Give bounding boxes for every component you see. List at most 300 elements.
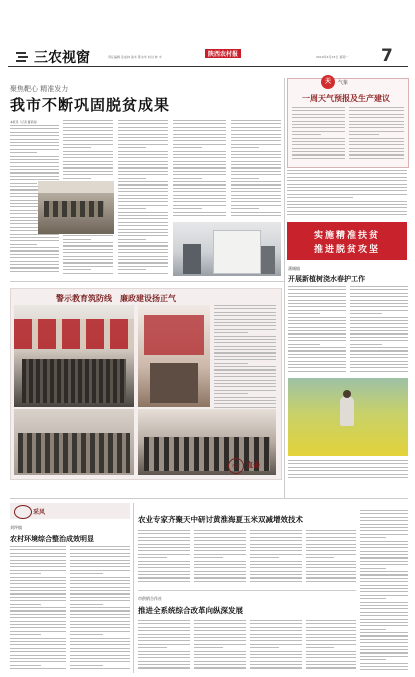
text-line — [250, 561, 302, 562]
text-line — [173, 130, 226, 131]
text-line — [10, 665, 41, 666]
text-line — [10, 614, 66, 615]
text-line — [70, 600, 130, 601]
text-line — [214, 407, 276, 408]
text-line — [360, 602, 408, 603]
divider-upper — [10, 281, 285, 282]
text-line — [118, 178, 146, 179]
text-line — [231, 147, 259, 148]
country-column-2 — [70, 546, 130, 674]
text-line — [70, 631, 130, 632]
text-line — [118, 205, 168, 206]
text-line — [287, 184, 407, 185]
text-line — [306, 540, 356, 541]
text-line — [214, 369, 276, 370]
text-line — [231, 171, 281, 172]
text-line — [287, 211, 407, 212]
coop-column-2 — [194, 620, 246, 674]
text-line — [288, 289, 346, 290]
text-line — [10, 610, 66, 611]
spring-headline: 开展新植树浇水春护工作 — [288, 275, 365, 283]
text-line — [231, 198, 281, 199]
text-line — [360, 598, 386, 599]
text-line — [288, 296, 346, 297]
text-line — [70, 553, 130, 554]
text-line — [10, 607, 66, 608]
text-line — [360, 517, 408, 518]
text-line — [250, 623, 302, 624]
text-line — [360, 666, 408, 667]
text-line — [292, 138, 345, 139]
text-line — [10, 128, 59, 129]
text-line — [292, 134, 321, 135]
text-line — [287, 214, 407, 215]
text-line — [138, 647, 167, 648]
text-line — [10, 135, 59, 136]
weather-column-2 — [349, 107, 404, 163]
text-line — [10, 142, 59, 143]
text-line — [118, 259, 168, 260]
text-line — [360, 554, 408, 555]
text-line — [350, 317, 408, 318]
text-line — [63, 178, 91, 179]
text-line — [138, 540, 190, 541]
text-line — [288, 344, 320, 345]
text-line — [194, 577, 246, 578]
text-line — [306, 627, 356, 628]
text-line — [118, 167, 168, 168]
text-line — [214, 359, 276, 360]
text-line — [10, 156, 59, 157]
text-line — [173, 154, 226, 155]
experts-headline: 农业专家齐聚天中研讨黄淮海夏玉米双减增效技术 — [138, 515, 303, 524]
text-line — [118, 252, 168, 253]
text-line — [63, 252, 113, 253]
text-line — [138, 620, 190, 621]
text-line — [360, 608, 408, 609]
text-line — [63, 256, 113, 257]
text-line — [63, 245, 113, 246]
text-line — [288, 320, 346, 321]
text-line — [306, 623, 356, 624]
text-line — [360, 588, 408, 589]
text-line — [138, 544, 190, 545]
text-line — [306, 644, 356, 645]
text-line — [214, 332, 248, 333]
text-line — [173, 201, 226, 202]
text-line — [231, 174, 281, 175]
text-line — [138, 664, 190, 665]
text-line — [231, 120, 281, 121]
text-line — [138, 561, 190, 562]
text-line — [118, 171, 168, 172]
text-line — [194, 627, 246, 628]
text-line — [118, 181, 168, 182]
text-line — [350, 347, 408, 348]
text-line — [360, 527, 408, 528]
text-line — [360, 530, 408, 531]
text-line — [194, 664, 246, 665]
text-line — [194, 537, 246, 538]
text-line — [214, 339, 276, 340]
text-line — [118, 249, 168, 250]
text-line — [306, 581, 356, 582]
text-line — [173, 161, 226, 162]
text-line — [214, 383, 276, 384]
text-line — [287, 207, 407, 208]
text-line — [63, 147, 91, 148]
weather-badge-label: 气象 — [338, 80, 349, 86]
text-line — [118, 161, 168, 162]
text-line — [349, 124, 404, 125]
text-line — [214, 319, 276, 320]
text-line — [306, 620, 356, 621]
text-line — [350, 296, 408, 297]
text-line — [173, 171, 226, 172]
text-line — [287, 170, 407, 171]
text-line — [360, 578, 408, 579]
text-line — [10, 648, 66, 649]
text-line — [360, 547, 408, 548]
text-line — [360, 605, 408, 606]
text-line — [288, 340, 346, 341]
lead-photo-classroom — [38, 181, 114, 234]
text-line — [138, 637, 190, 638]
text-line — [250, 557, 279, 558]
text-line — [292, 110, 345, 111]
text-line — [194, 567, 246, 568]
experts-column-5 — [360, 510, 408, 674]
weather-headline: 一周天气预报及生产建议 — [302, 94, 390, 103]
text-line — [10, 132, 59, 133]
text-line — [288, 313, 320, 314]
text-line — [288, 310, 346, 311]
text-line — [10, 597, 66, 598]
text-line — [10, 172, 59, 173]
coop-column-4 — [306, 620, 356, 674]
text-line — [306, 561, 356, 562]
text-line — [10, 254, 59, 255]
text-line — [360, 557, 408, 558]
text-line — [138, 557, 167, 558]
text-line — [350, 303, 408, 304]
text-line — [360, 581, 408, 582]
text-line — [306, 661, 356, 662]
text-line — [250, 581, 302, 582]
text-line — [10, 125, 59, 126]
text-line — [194, 620, 246, 621]
text-line — [138, 651, 190, 652]
text-line — [173, 120, 226, 121]
experts-column-2 — [194, 530, 246, 586]
masthead — [0, 44, 415, 70]
text-line — [10, 563, 66, 564]
lead-byline: 本报讯（记者 董荣森） — [10, 120, 39, 124]
text-line — [63, 120, 113, 121]
text-line — [287, 204, 407, 205]
text-line — [287, 190, 407, 191]
text-line — [70, 580, 130, 581]
coop-column-3 — [250, 620, 302, 674]
text-line — [194, 661, 246, 662]
coop-column-1 — [138, 620, 190, 674]
text-line — [63, 151, 113, 152]
text-line — [288, 350, 346, 351]
text-line — [173, 208, 202, 209]
text-line — [194, 581, 246, 582]
country-kicker: 刘坪镇 — [10, 525, 22, 530]
spring-kicker: 蒲城镇 — [288, 266, 300, 271]
text-line — [288, 371, 346, 372]
text-line — [231, 205, 281, 206]
text-line — [287, 197, 353, 198]
text-line — [306, 654, 356, 655]
text-line — [10, 271, 59, 272]
text-line — [70, 593, 130, 594]
text-line — [360, 625, 408, 626]
text-line — [214, 376, 276, 377]
text-line — [194, 623, 246, 624]
warning-photo-hall — [14, 305, 134, 407]
text-line — [173, 157, 226, 158]
text-line — [194, 550, 246, 551]
text-line — [349, 131, 404, 132]
text-line — [70, 614, 130, 615]
text-line — [138, 533, 190, 534]
banner-line-2: 推进脱贫攻坚 — [313, 245, 380, 255]
text-line — [138, 547, 190, 548]
text-line — [287, 201, 407, 202]
text-line — [138, 634, 190, 635]
text-line — [231, 181, 281, 182]
text-line — [250, 661, 302, 662]
text-line — [250, 547, 302, 548]
text-line — [10, 627, 66, 628]
text-line — [349, 134, 379, 135]
text-line — [360, 652, 408, 653]
text-line — [214, 352, 276, 353]
text-line — [118, 208, 146, 209]
text-line — [10, 651, 66, 652]
text-line — [214, 403, 276, 404]
text-line — [214, 336, 276, 337]
text-line — [350, 300, 408, 301]
text-line — [306, 634, 356, 635]
text-line — [194, 547, 246, 548]
text-line — [360, 568, 386, 569]
text-line — [10, 590, 66, 591]
text-line — [63, 235, 113, 236]
text-line — [138, 654, 190, 655]
text-line — [288, 323, 346, 324]
text-line — [173, 164, 226, 165]
text-line — [288, 367, 346, 368]
weather-box — [287, 78, 409, 168]
text-line — [287, 173, 407, 174]
text-line — [194, 637, 246, 638]
text-line — [231, 137, 281, 138]
text-line — [70, 668, 130, 669]
text-line — [231, 208, 259, 209]
text-line — [10, 237, 59, 238]
text-line — [10, 634, 41, 635]
text-line — [360, 544, 408, 545]
text-line — [360, 656, 408, 657]
text-line — [350, 310, 408, 311]
text-line — [360, 649, 408, 650]
text-line — [231, 154, 281, 155]
text-line — [10, 244, 37, 245]
text-line — [10, 587, 66, 588]
text-line — [173, 123, 226, 124]
text-line — [194, 640, 246, 641]
text-line — [360, 612, 408, 613]
text-line — [194, 651, 246, 652]
text-line — [63, 123, 113, 124]
experts-column-1 — [138, 530, 190, 586]
spring-photo-field — [288, 378, 408, 456]
text-line — [10, 658, 66, 659]
text-line — [214, 363, 248, 364]
text-line — [231, 127, 281, 128]
text-line — [138, 581, 190, 582]
text-line — [10, 580, 66, 581]
text-line — [306, 567, 356, 568]
divider-middle — [10, 498, 408, 499]
text-line — [10, 617, 66, 618]
text-line — [63, 144, 113, 145]
text-line — [118, 140, 168, 141]
text-line — [173, 188, 226, 189]
text-line — [118, 245, 168, 246]
text-line — [360, 534, 408, 535]
text-line — [349, 151, 404, 152]
text-line — [63, 249, 113, 250]
text-line — [306, 530, 356, 531]
text-line — [173, 212, 226, 213]
text-line — [250, 554, 302, 555]
text-line — [306, 651, 356, 652]
text-line — [360, 622, 408, 623]
text-line — [118, 215, 168, 216]
text-line — [306, 571, 356, 572]
text-line — [250, 567, 302, 568]
banner-line-1: 实施精准扶贫 — [313, 231, 380, 241]
text-line — [194, 667, 246, 668]
text-line — [250, 571, 302, 572]
text-line — [306, 533, 356, 534]
text-line — [250, 533, 302, 534]
text-line — [350, 364, 408, 365]
text-line — [306, 574, 356, 575]
warning-photo-visitors — [14, 409, 134, 475]
country-headline: 农村环境综合整治成效明显 — [10, 535, 94, 543]
banner-box — [287, 222, 407, 260]
text-line — [10, 139, 59, 140]
text-line — [214, 322, 276, 323]
text-line — [70, 570, 130, 571]
text-line — [292, 148, 345, 149]
text-line — [70, 658, 130, 659]
text-line — [350, 306, 408, 307]
text-line — [194, 557, 223, 558]
text-line — [118, 184, 168, 185]
warning-badge: 直击 — [246, 461, 260, 469]
text-line — [10, 169, 59, 170]
text-line — [306, 550, 356, 551]
text-line — [231, 140, 281, 141]
experts-column-4 — [306, 530, 356, 586]
text-line — [292, 144, 345, 145]
text-line — [194, 544, 246, 545]
text-line — [118, 232, 168, 233]
text-line — [292, 127, 345, 128]
text-line — [10, 149, 59, 150]
text-line — [231, 157, 281, 158]
text-line — [231, 184, 281, 185]
text-line — [63, 259, 113, 260]
spring-column-2 — [350, 286, 408, 376]
text-line — [63, 167, 113, 168]
text-line — [350, 313, 382, 314]
text-line — [360, 642, 408, 643]
text-line — [63, 266, 113, 267]
text-line — [63, 269, 91, 270]
text-line — [349, 158, 404, 159]
text-line — [360, 595, 408, 596]
text-line — [306, 554, 356, 555]
text-line — [349, 114, 404, 115]
text-line — [350, 330, 408, 331]
text-line — [360, 639, 408, 640]
text-line — [292, 117, 345, 118]
text-line — [288, 286, 346, 287]
text-line — [138, 530, 190, 531]
text-line — [349, 138, 404, 139]
text-line — [360, 541, 408, 542]
text-line — [70, 627, 130, 628]
text-line — [250, 664, 302, 665]
text-line — [173, 215, 226, 216]
text-line — [10, 213, 37, 214]
text-line — [214, 329, 276, 330]
text-line — [118, 269, 146, 270]
issue-meta: 责任编辑 张成林 美术 陈永华 校对 林 丰 — [108, 55, 162, 59]
text-line — [306, 564, 356, 565]
text-line — [70, 641, 130, 642]
text-line — [10, 264, 59, 265]
text-line — [70, 566, 130, 567]
text-line — [231, 161, 281, 162]
text-line — [350, 340, 408, 341]
text-line — [118, 151, 168, 152]
warning-headline: 警示教育筑防线 廉政建设扬正气 — [56, 294, 176, 303]
text-line — [10, 641, 66, 642]
text-line — [292, 158, 345, 159]
text-line — [350, 344, 382, 345]
paper-name: 陕西农村报 — [205, 49, 241, 58]
text-line — [118, 144, 168, 145]
lead-kicker: 聚焦靶心 精准发力 — [10, 85, 69, 93]
text-line — [360, 564, 408, 565]
text-line — [70, 573, 103, 574]
text-line — [360, 571, 408, 572]
text-line — [10, 577, 66, 578]
text-line — [231, 195, 281, 196]
text-line — [306, 664, 356, 665]
text-line — [231, 212, 281, 213]
text-line — [70, 665, 103, 666]
